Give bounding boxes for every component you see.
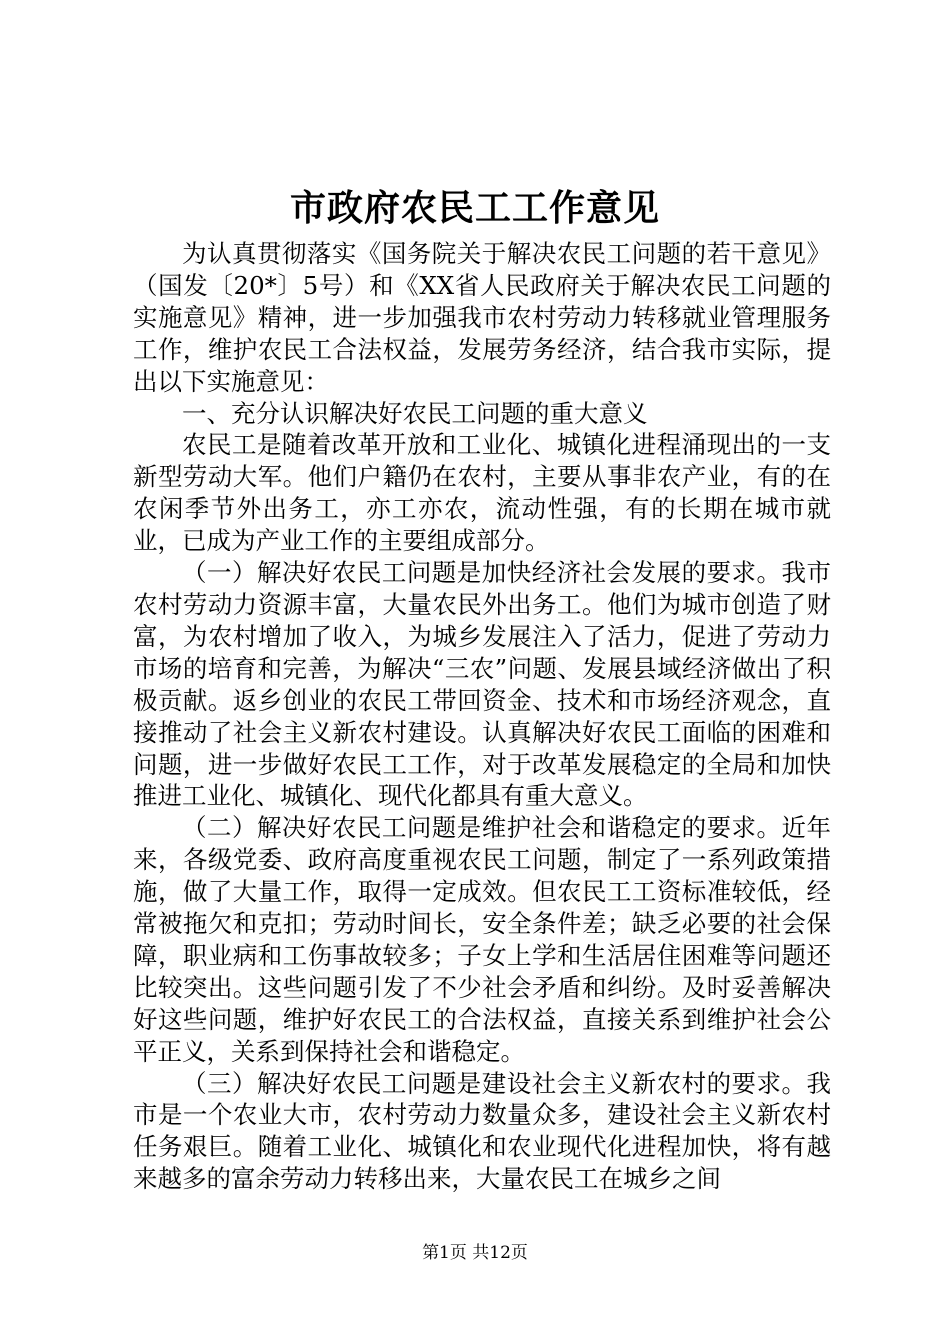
paragraph-overview: 农民工是随着改革开放和工业化、城镇化进程涌现出的一支新型劳动大军。他们户籍仍在农村，主要从事非农产业，有的在农闲季节外出务工，亦工亦农，流动性强，有的长期在城市就业，已成为产业工作的主要组成部分。 [133,430,831,556]
document-title: 市政府农民工工作意见 [289,187,660,229]
paragraph-point-2: （二）解决好农民工问题是维护社会和谐稳定的要求。近年来，各级党委、政府高度重视农民工问题，制定了一系列政策措施，做了大量工作，取得一定成效。但农民工工资标准较低，经常被拖欠和克扣；劳动时间长，安全条件差；缺乏必要的社会保障，职业病和工伤事故较多；子女上学和生活居住困难等问题还比较突出。这些问题引发了不少社会矛盾和纠纷。及时妥善解决好这些问题，维护好农民工的合法权益，直接关系到维护社会公平正义，关系到保持社会和谐稳定。 [133,813,831,1066]
paragraph-intro: 为认真贯彻落实《国务院关于解决农民工问题的若干意见》（国发〔20*〕5号）和《XX省人民政府关于解决农民工问题的实施意见》精神，进一步加强我市农村劳动力转移就业管理服务工作，维护农民工合法权益，发展劳务经济，结合我市实际，提出以下实施意见： [133,239,831,396]
document-body [133,238,831,1195]
paragraph-point-3: （三）解决好农民工问题是建设社会主义新农村的要求。我市是一个农业大市，农村劳动力数量众多，建设社会主义新农村任务艰巨。随着工业化、城镇化和农业现代化进程加快，将有越来越多的富余劳动力转移出来，大量农民工在城乡之间 [133,1068,831,1194]
paragraph-point-1: （一）解决好农民工问题是加快经济社会发展的要求。我市农村劳动力资源丰富，大量农民外出务工。他们为城市创造了财富，为农村增加了收入，为城乡发展注入了活力，促进了劳动力市场的培育和完善，为解决“三农”问题、发展县域经济做出了积极贡献。返乡创业的农民工带回资金、技术和市场经济观念，直接推动了社会主义新农村建设。认真解决好农民工面临的困难和问题，进一步做好农民工工作，对于改革发展稳定的全局和加快推进工业化、城镇化、现代化都具有重大意义。 [133,558,831,811]
page-number-footer: 第1页 共12页 [422,1243,528,1263]
section-heading-1: 一、充分认识解决好农民工问题的重大意义 [182,398,648,428]
